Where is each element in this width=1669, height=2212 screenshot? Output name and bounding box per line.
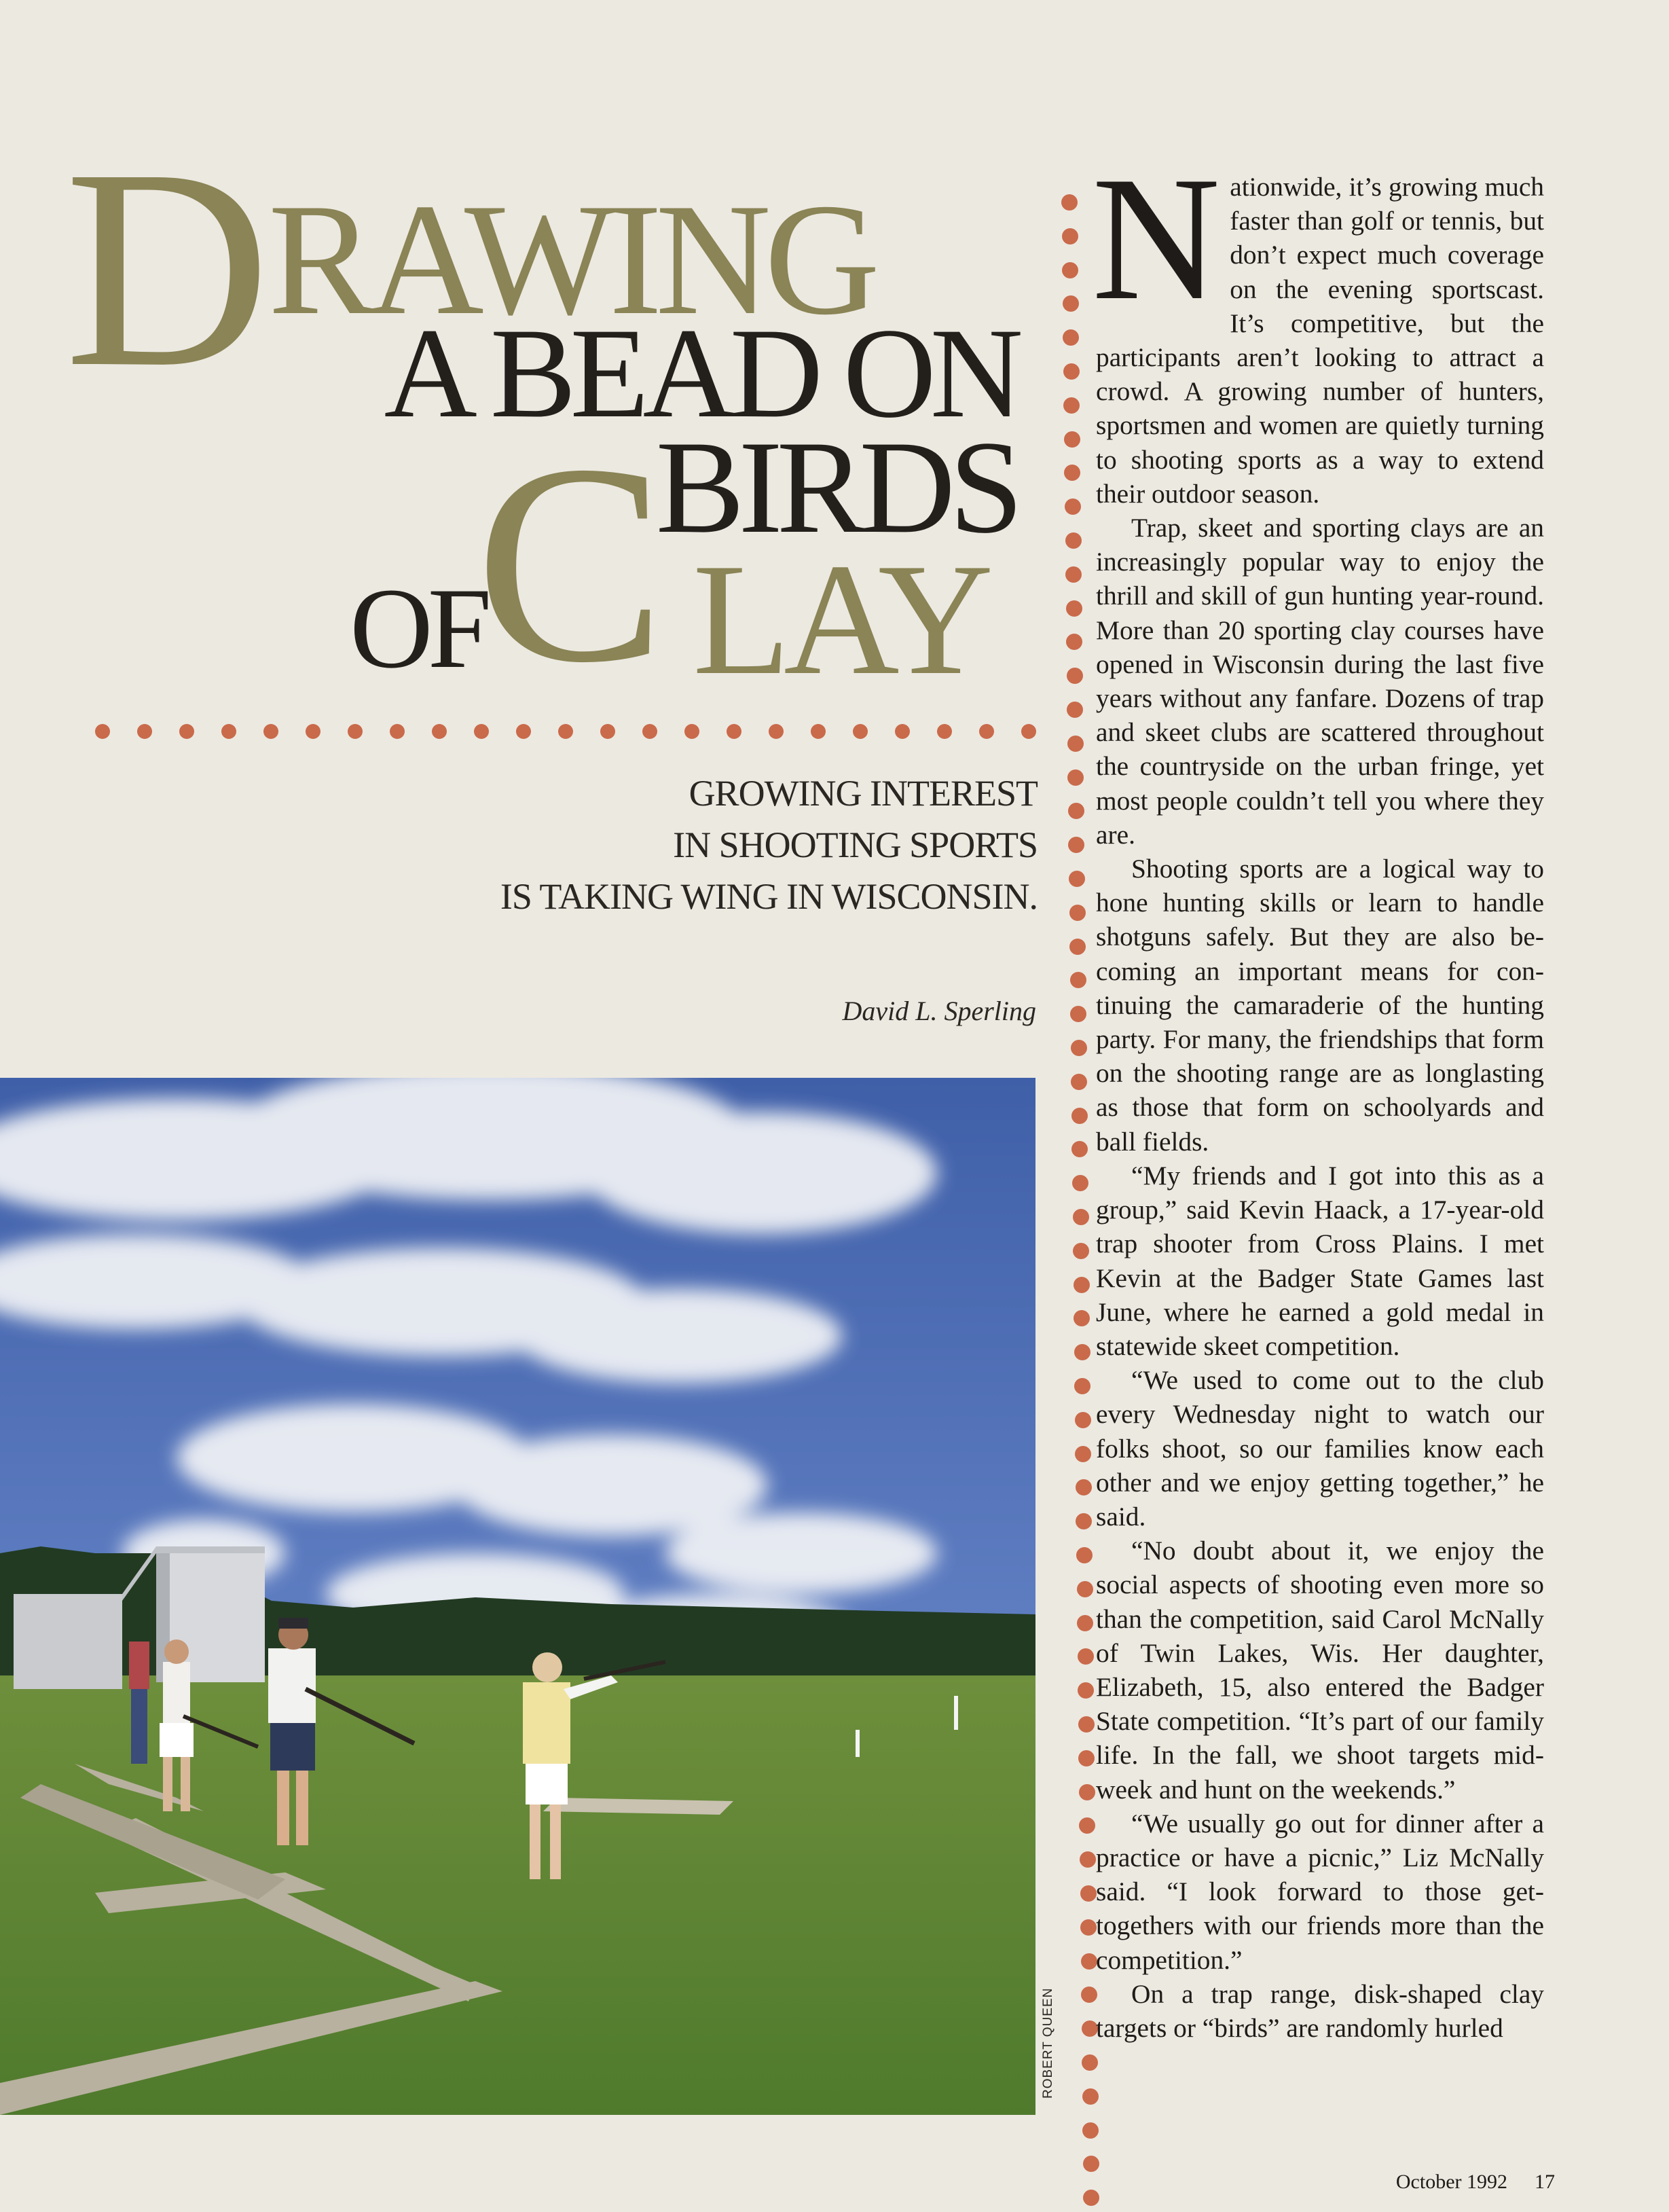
issue-date: October 1992 [1395,2171,1507,2193]
rule-dot [853,724,868,739]
subtitle-line: IS TAKING WING IN WISCONSIN. [500,876,1038,917]
rule-dot [1071,1074,1087,1090]
rule-dot [895,724,910,739]
rule-dot [1065,532,1082,549]
rule-dot [1074,1277,1090,1293]
rule-dot [811,724,826,739]
rule-dot [1075,1446,1091,1462]
rule-dot [1021,724,1036,739]
rule-dot [1068,837,1084,853]
rule-dot [390,724,405,739]
rule-dot [727,724,741,739]
rule-dot [1063,295,1079,312]
rule-dot [137,724,152,739]
rule-dot [1063,363,1080,380]
byline: David L. Sperling [842,996,1036,1026]
rule-dot [1074,1310,1090,1326]
rule-dot [1076,1479,1092,1495]
rule-dot [1079,1784,1095,1800]
rule-dot [1074,1378,1090,1394]
rule-dot [1069,905,1086,921]
rule-dot [558,724,573,739]
rule-dot [1069,871,1085,887]
rule-dot [1067,702,1083,718]
rule-dot [1069,939,1086,955]
first-paragraph-text: ationwide, it’s growing much faster than golf or tennis, but don’t expect much coverage on the evening sportscast. It’s competitive, but the participants aren’t looking to attract a crowd. A growing number of hunters, sportsmen and women are quietly turning to shooting sports as a way to extend their outdoor season. [1096,172,1544,509]
page-number: 17 [1535,2171,1555,2193]
rule-dot [306,724,320,739]
rule-dot [1068,803,1084,819]
rule-dot [1067,736,1084,752]
rule-dot [1064,465,1080,481]
rule-dot [1065,498,1081,515]
rule-dot [1083,2190,1099,2206]
rule-dot [1080,1919,1097,1936]
title-clay-initial: C [475,405,661,721]
rule-dot [1070,1006,1086,1022]
title-of: OF [350,564,487,692]
rule-dot [1081,1953,1097,1970]
rule-dot [432,724,447,739]
rule-dot [1078,1648,1094,1665]
article-paragraph: “We usually go out for dinner after a practice or have a picnic,” Liz McNally said. “I look forward to those get-togethers with our friends more than the competition.” [1096,1808,1544,1975]
rule-dot [1078,1682,1094,1699]
rule-dot [1063,397,1080,414]
rule-dot [642,724,657,739]
rule-dot [1073,1243,1089,1259]
rule-dot [1075,1412,1091,1428]
article-paragraph: On a trap range, disk-shaped clay targets or “birds” are randomly hurled [1096,1978,1544,2043]
title-drawing-rest: RAWING [268,171,874,348]
rule-dot [1071,1141,1088,1157]
rule-dot [1063,329,1079,346]
article-paragraph: Shooting sports are a logical way to hone hunting skills or learn to handle shotguns safely. But they are also becoming an important means for continuing the camaraderie of the hunting party. For many, the friendships that form on the shooting range are as longlasting as those that form on schoolyards and ball fields. [1096,854,1544,1157]
photo-credit: ROBERT QUEEN [1041,1987,1055,2099]
article-paragraph: Trap, skeet and sporting clays are an increasingly popular way to enjoy the thrill and skill of gun hunting year-round. More than 20 sporting clay courses have opened in Wisconsin during the last five years without any fanfare. Dozens of trap and skeet clubs are scattered throughout the countryside on the urban fringe, yet most people couldn’t tell you where they are. [1096,513,1544,850]
article-paragraph: “No doubt about it, we enjoy the social aspects of shooting even more so than the competition, said Carol McNally of Twin Lakes, Wis. Her daughter, Elizabeth, 15, also entered the Badger State competition. “It’s part of our family life. In the fall, we shoot targets mid-week and hunt on the weekends.” [1096,1536,1544,1805]
title-a-bead-on: A BEAD ON [384,302,1017,445]
article-paragraph: “We used to come out to the club every Wednesday night to watch our folks shoot, so our families know each other and we enjoy getting together,” he said. [1096,1365,1544,1531]
rule-dot [1073,1209,1089,1225]
article-paragraph: “My friends and I got into this as a group,” said Kevin Haack, a 17-year-old trap shooter from Cross Plains. I met Kevin at the Badger State Games last June, where he earned a gold medal in statewide skeet competition. [1096,1160,1544,1361]
article-body [1092,140,1544,2045]
rule-dot [221,724,236,739]
trap-shooting-photo [0,1078,1035,2115]
rule-dot [1080,1851,1096,1868]
rule-dot [1077,1581,1093,1597]
rule-dot [1076,1513,1092,1529]
rule-dot [1074,1344,1090,1360]
rule-dot [1076,1547,1093,1563]
rule-dot [1067,769,1084,786]
rule-dot [1078,1750,1095,1766]
rule-dot [1083,2156,1099,2172]
subtitle-line: IN SHOOTING SPORTS [673,824,1038,865]
rule-dot [1079,1817,1095,1834]
rule-dot [1078,1716,1095,1733]
rule-dot [474,724,489,739]
rule-dot [1062,262,1078,278]
rule-dot [95,724,110,739]
rule-dot [1082,2054,1098,2071]
title-birds: BIRDS [655,414,1017,561]
page-footer [1396,2171,1555,2194]
rule-dot [348,724,363,739]
rule-dot [1066,600,1082,617]
rule-dot [1077,1615,1093,1631]
rule-dot [1071,1108,1088,1124]
title-clay-rest: LAY [693,531,987,708]
rule-dot [1081,1987,1097,2003]
rule-dot [179,724,194,739]
rule-dot [769,724,784,739]
subtitle [291,767,1038,922]
rule-dot [600,724,615,739]
rule-dot [1070,972,1086,988]
rule-dot [1064,431,1080,448]
rule-dot [1082,2122,1099,2139]
title-drawing-initial: D [65,110,263,426]
rule-dot [1066,634,1082,650]
rule-dot [263,724,278,739]
rule-dot [1080,1885,1097,1902]
rule-dot [516,724,531,739]
article-paragraph [1092,140,1544,511]
rule-dot [1067,668,1083,684]
rule-dot [1065,566,1082,583]
rule-dot [684,724,699,739]
rule-dot [1082,2088,1099,2105]
rule-dot [1072,1175,1088,1191]
rule-dot [1071,1040,1087,1056]
rule-dot [1061,194,1078,211]
rule-dot [979,724,994,739]
subtitle-line: GROWING INTEREST [689,773,1038,814]
drop-cap: N [1092,140,1221,337]
rule-dot [1062,228,1078,244]
rule-dot [937,724,952,739]
